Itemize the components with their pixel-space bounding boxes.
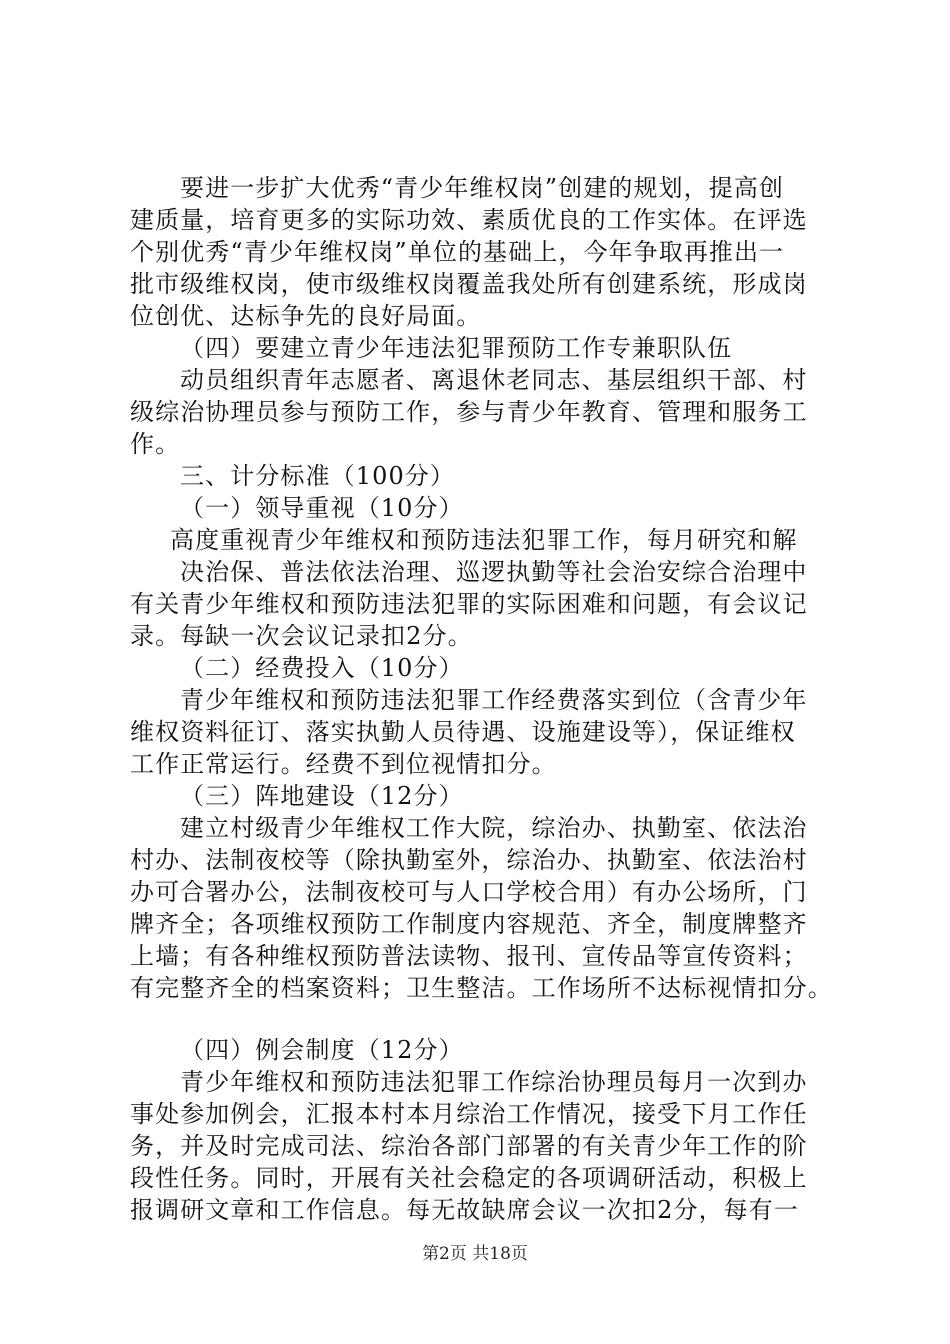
- paragraph-line: 青少年维权和预防违法犯罪工作综治协理员每月一次到办: [180, 1068, 808, 1096]
- paragraph-line: 有关青少年维权和预防违法犯罪的实际困难和问题，有会议记: [130, 590, 808, 618]
- section-heading: （二）经费投入（10分）: [180, 654, 464, 682]
- paragraph-line: 段性任务。同时，开展有关社会稳定的各项调研活动，积极上: [130, 1164, 808, 1192]
- paragraph-line: 建立村级青少年维权工作大院，综治办、执勤室、依法治: [180, 814, 808, 842]
- paragraph-line: 上墙；有各种维权预防普法读物、报刊、宣传品等宣传资料；: [130, 942, 808, 970]
- paragraph-line: 务，并及时完成司法、综治各部门部署的有关青少年工作的阶: [130, 1132, 808, 1160]
- paragraph-line: 青少年维权和预防违法犯罪工作经费落实到位（含青少年: [180, 686, 808, 714]
- paragraph-line: 办可合署办公，法制夜校可与人口学校合用）有办公场所，门: [130, 878, 808, 906]
- paragraph-line: 牌齐全；各项维权预防工作制度内容规范、齐全，制度牌整齐: [130, 910, 808, 938]
- section-heading: 三、计分标准（100分）: [180, 462, 456, 490]
- paragraph-line: 村办、法制夜校等（除执勤室外，综治办、执勤室、依法治村: [130, 846, 808, 874]
- paragraph-line: 建质量，培育更多的实际功效、素质优良的工作实体。在评选: [130, 206, 808, 234]
- section-heading: （三）阵地建设（12分）: [180, 782, 464, 810]
- paragraph-line: 位创优、达标争先的良好局面。: [130, 302, 482, 330]
- paragraph-line: 决治保、普法依法治理、巡逻执勤等社会治安综合治理中: [180, 558, 808, 586]
- paragraph-line: 报调研文章和工作信息。每无故缺席会议一次扣2分，每有一: [130, 1196, 799, 1224]
- paragraph-gap: [130, 1004, 830, 1034]
- document-body: [130, 172, 833, 1226]
- paragraph-line: 批市级维权岗，使市级维权岗覆盖我处所有创建系统，形成岗: [130, 270, 808, 298]
- paragraph-line: 级综治协理员参与预防工作，参与青少年教育、管理和服务工: [130, 398, 808, 426]
- paragraph-line: 维权资料征订、落实执勤人员待遇、设施建设等），保证维权: [130, 718, 796, 746]
- paragraph-line: 有完整齐全的档案资料；卫生整洁。工作场所不达标视情扣分。: [130, 974, 833, 1002]
- paragraph-line: 要进一步扩大优秀“青少年维权岗”创建的规划，提高创: [180, 174, 785, 202]
- section-heading: （四）例会制度（12分）: [180, 1036, 464, 1064]
- paragraph-line: 工作正常运行。经费不到位视情扣分。: [130, 750, 557, 778]
- paragraph-line: 作。: [130, 430, 181, 458]
- section-heading: （一）领导重视（10分）: [180, 494, 464, 522]
- section-heading: （四）要建立青少年违法犯罪预防工作专兼职队伍: [180, 334, 733, 362]
- paragraph-line: 动员组织青年志愿者、离退休老同志、基层组织干部、村: [180, 366, 808, 394]
- paragraph-line: 个别优秀“青少年维权岗”单位的基础上，今年争取再推出一: [130, 238, 785, 266]
- page-number-footer: 第2页 共18页: [422, 1244, 528, 1264]
- paragraph-line: 录。每缺一次会议记录扣2分。: [130, 622, 473, 650]
- paragraph-line: 事处参加例会，汇报本村本月综治工作情况，接受下月工作任: [130, 1100, 808, 1128]
- paragraph-line: 高度重视青少年维权和预防违法犯罪工作，每月研究和解: [170, 526, 798, 554]
